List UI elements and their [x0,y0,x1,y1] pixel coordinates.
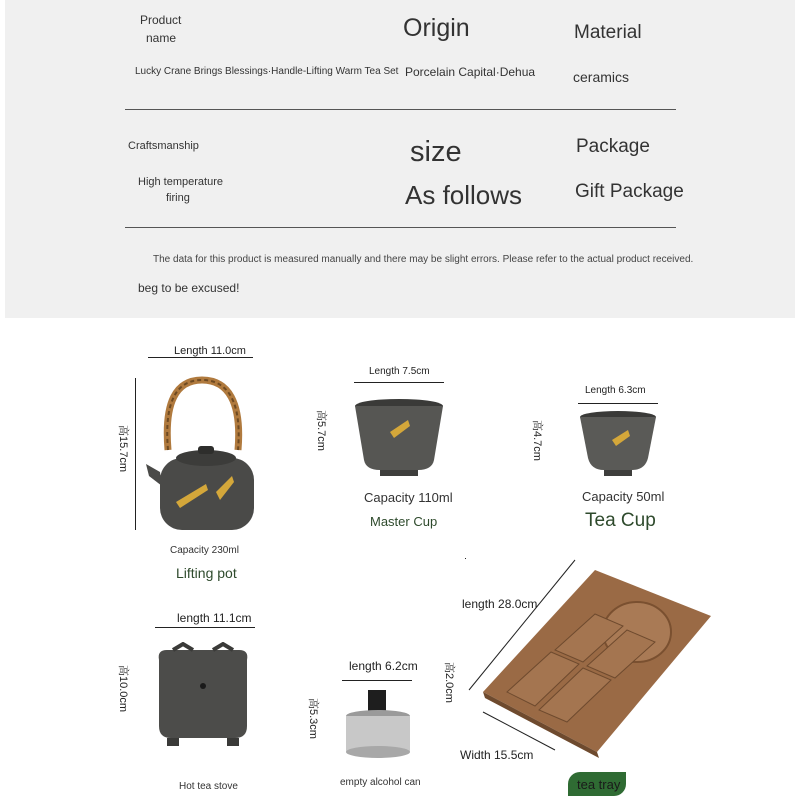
material-label: Material [574,22,642,43]
apology: beg to be excused! [138,281,240,295]
tea-tray-width: Width 15.5cm [460,748,534,762]
size-value: As follows [405,180,523,210]
material-value: ceramics [573,69,630,85]
master-cup-height: 高5.7cm [315,410,327,451]
master-cup-length-arrow [354,382,444,383]
master-cup-capacity: Capacity 110ml [364,490,453,505]
tea-cup-length-arrow [578,403,658,404]
origin-value: Porcelain Capital·Dehua [405,65,536,79]
package-label: Package [576,136,650,157]
product-name-value: Lucky Crane Brings Blessings·Handle-Lifting Warm Tea Set [135,66,399,77]
alcohol-can-name: empty alcohol can [340,777,421,788]
tea-cup-image [578,410,658,478]
master-cup-image [352,398,446,478]
alcohol-can-height: 高5.3cm [307,698,319,739]
lifting-pot-capacity: Capacity 230ml [170,545,239,556]
lifting-pot-length-arrow [148,357,253,358]
spec-panel [5,0,795,318]
tea-tray-name: tea tray [577,777,621,792]
hot-tea-stove-name: Hot tea stove [179,781,238,792]
hot-tea-stove-image [153,642,253,748]
craftsmanship-value: High temperature firing [138,176,223,204]
lifting-pot-name: Lifting pot [176,565,237,581]
tea-cup-name: Tea Cup [585,510,656,531]
lifting-pot-length: Length 11.0cm [174,345,246,357]
tea-cup-capacity: Capacity 50ml [582,489,665,504]
package-value: Gift Package [575,181,684,202]
disclaimer: The data for this product is measured manually and there may be slight errors. Please refer to the actual product received. [153,254,694,265]
alcohol-can-length: length 6.2cm [349,659,418,673]
hot-tea-stove-height: 高10.0cm [117,665,129,713]
product-name-label: Product name [140,13,182,45]
alcohol-can-length-arrow [342,680,412,681]
hot-tea-stove-length: length 11.1cm [177,611,252,625]
tea-tray-length: length 28.0cm [462,597,538,611]
alcohol-can-image [342,690,414,760]
master-cup-length: Length 7.5cm [369,366,430,377]
hot-tea-stove-length-arrow [155,627,255,628]
origin-label: Origin [403,14,470,42]
lifting-pot-height-arrow [135,378,136,530]
tea-cup-length: Length 6.3cm [585,385,646,396]
lifting-pot-image [146,372,258,534]
tea-tray-height: 高2.0cm [443,662,455,703]
divider-top [125,109,676,110]
tea-tray-image [455,552,715,762]
lifting-pot-height: 高15.7cm [117,425,129,473]
tea-cup-height: 高4.7cm [531,420,543,461]
master-cup-name: Master Cup [370,514,438,529]
divider-bottom [125,227,676,228]
craftsmanship-label: Craftsmanship [128,140,199,152]
size-label: size [410,136,462,168]
